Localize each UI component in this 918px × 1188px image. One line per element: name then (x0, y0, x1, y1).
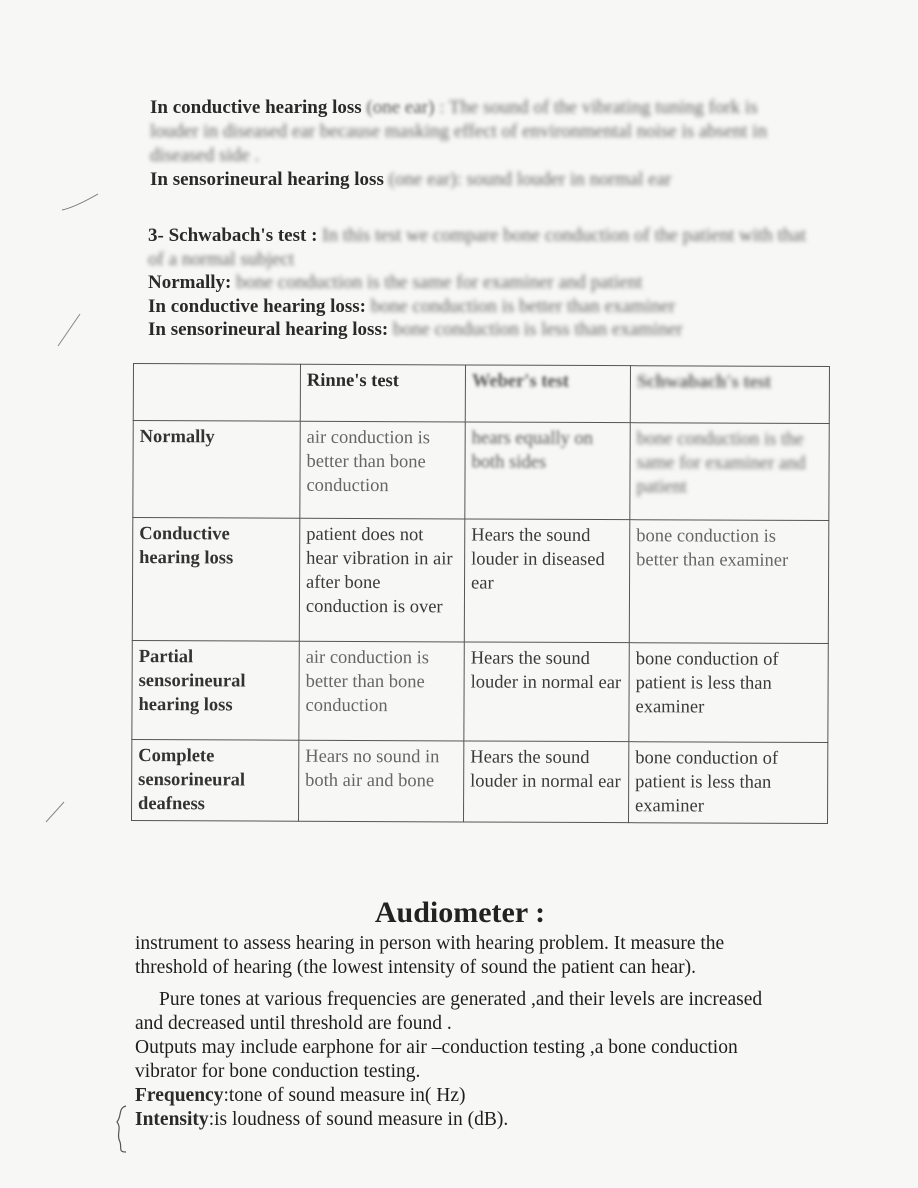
frequency-label: Frequency (135, 1085, 224, 1106)
audiometer-section (135, 932, 775, 1132)
schwabach-heading: 3- Schwabach's test : (148, 225, 318, 246)
weber-cell: hears equally on both sides (465, 422, 630, 520)
rinne-cell: air conduction is better than bone conduction (299, 641, 464, 741)
schwabach-normally-label: Normally: (148, 272, 232, 293)
conductive-text: : The sound of the vibrating tuning fork is louder in diseased ear because masking effect of environmental noise is absent in diseased side . (150, 97, 767, 166)
conductive-sensorineural-section (150, 96, 810, 192)
schwabach-conductive-text: bone conduction is better than examiner (370, 295, 676, 317)
sensorineural-paragraph (150, 168, 810, 192)
table-row (132, 739, 828, 823)
schwabach-intro (148, 224, 808, 271)
handwritten-tick-mark (60, 192, 100, 214)
table-header-cell: Weber's test (465, 365, 630, 423)
weber-cell: Hears the sound louder in normal ear (464, 741, 629, 823)
sensorineural-text: (one ear): sound louder in normal ear (388, 169, 672, 190)
frequency-text: :tone of sound measure in( Hz) (223, 1085, 466, 1106)
row-label: Normally (133, 421, 300, 519)
rinne-cell: patient does not hear vibration in air after bone conduction is over (299, 518, 465, 642)
schwabach-conductive (148, 295, 808, 319)
schwabach-cell: bone conduction of patient is less than examiner (629, 643, 828, 743)
intensity-text: :is loudness of sound measure in (dB). (208, 1109, 509, 1130)
weber-cell: Hears the sound louder in normal ear (464, 642, 629, 742)
table-header-row (133, 364, 829, 424)
schwabach-normally-text: bone conduction is the same for examiner and patient (236, 272, 643, 293)
schwabach-cell: bone conduction of patient is less than examiner (628, 742, 827, 824)
schwabach-sensorineural-label: In sensorineural hearing loss: (148, 319, 389, 340)
schwabach-conductive-label: In conductive hearing loss: (148, 295, 366, 317)
audiometer-frequency (135, 1084, 775, 1108)
audiometer-pure-tones: Pure tones at various frequencies are generated ,and their levels are increased and decreased until threshold are found . (135, 989, 763, 1034)
table-header-cell: Rinne's test (300, 364, 465, 422)
table-row (132, 640, 828, 742)
conductive-note: (one ear) (366, 97, 435, 118)
audiometer-outputs: Outputs may include earphone for air –conduction testing ,a bone conduction vibrator for bone conduction testing. (135, 1037, 738, 1082)
schwabach-cell: bone conduction is the same for examiner and patient (630, 423, 829, 521)
tuning-fork-comparison-table (131, 363, 830, 824)
audiometer-title: Audiometer : (374, 896, 546, 929)
schwabach-sensorineural-text: bone conduction is less than examiner (392, 319, 683, 340)
table-header-cell: Schwabach's test (630, 366, 829, 424)
schwabach-section (148, 224, 808, 342)
intensity-label: Intensity (135, 1109, 209, 1130)
conductive-label: In conductive hearing loss (150, 97, 362, 118)
schwabach-normally (148, 271, 808, 295)
handwritten-tick-mark (44, 800, 66, 824)
audiometer-intensity (135, 1108, 775, 1132)
handwritten-tick-mark (56, 312, 82, 348)
audiometer-definition: instrument to assess hearing in person with hearing problem. It measure the threshold of hearing (the lowest intensity of sound the patient can hear). (135, 933, 725, 978)
row-label: Complete sensorineural deafness (132, 739, 299, 821)
table-header-cell (133, 364, 300, 422)
rinne-cell: Hears no sound in both air and bone (299, 740, 464, 822)
sensorineural-label: In sensorineural hearing loss (150, 169, 384, 190)
row-label: Conductive hearing loss (132, 518, 300, 642)
handwritten-brace-mark (114, 1104, 128, 1154)
schwabach-sensorineural (148, 318, 808, 342)
row-label: Partial sensorineural hearing loss (132, 640, 299, 740)
table-row (132, 518, 829, 644)
rinne-cell: air conduction is better than bone conduction (300, 421, 465, 519)
weber-cell: Hears the sound louder in diseased ear (464, 519, 630, 643)
table-row (133, 421, 829, 521)
schwabach-intro-text: In this test we compare bone conduction of the patient with that of a normal subject (148, 225, 807, 270)
schwabach-cell: bone conduction is better than examiner (629, 520, 829, 644)
conductive-paragraph (150, 96, 810, 168)
